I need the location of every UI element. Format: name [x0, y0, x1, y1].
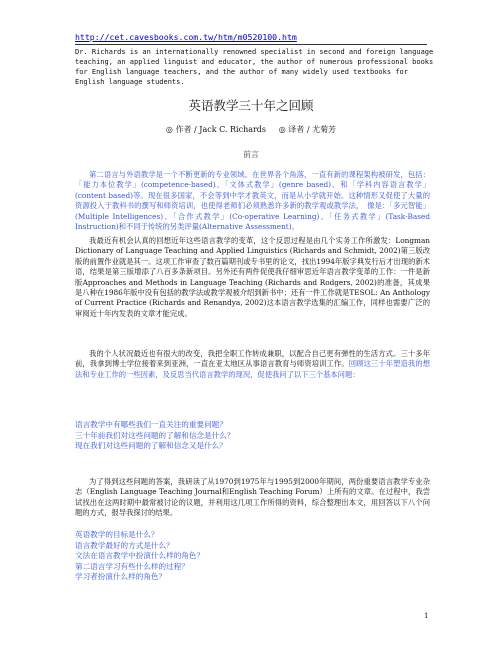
list-item: 三十年前我们对这些问题的了解和信念是什么？ [75, 430, 235, 440]
author-bio: Dr. Richards is an internationally renowned specialist in second and foreign language teaching, an applied linguist and educator, the author of numerous professional books for English language teachers, and the author of many widely used textbooks for English language students. [75, 48, 434, 86]
page-number: 1 [424, 612, 429, 620]
source-url-link[interactable]: http://cet.cavesbooks.com.tw/htm/m0520100.htm [75, 32, 297, 42]
paragraph-1: 第二语言与外语教学是一个不断更新的专业领域。在世界各个角落，一直有新的课程架构被研发，包括：「能力本位教学」(competence-based)、「文体式教学」(genre based)、和「学科内容语言教学」(content based)等。现在很多国家，不会等到中学才教英文，而是从小学就开始。这种情形又促使了大量的资源投入于教科书的撰写和师资培训，也使得老师们必须熟悉许多新的教学观或教学法， 像是：「多元智能」(Multiple Intelligences)、「合作式教学」(Co-operative Learning)、「任务式教学」(Task-Based Instruction)和不同于传统的另类评量(Alternative Assessment)。 [75, 170, 430, 232]
paragraph-3 [75, 349, 430, 380]
article-title: 英语教学三十年之回顾 [188, 98, 314, 113]
bullseye-icon: ◎ [165, 125, 173, 134]
paragraph-3-part-b: 回顾这三十年塑造我的想法和专业工作的一些因素，及反思当代语言教学的现况，促使我问了以下三个基本问题： [75, 359, 431, 379]
paragraph-3-part-a: 我的个人状况最近也有很大的改变，我把全职工作转成兼职，以配合自己更有弹性的生活方式。三十多年前，我拿到博士学位接着来到亚洲，一直在亚太地区从事语言教育与师资培训工作。 [75, 349, 430, 369]
question-list-2 [75, 530, 430, 583]
list-item: 文法在语言教学中扮演什么样的角色？ [75, 551, 205, 561]
byline [0, 124, 502, 135]
author-name: 作者 / Jack C. Richards [175, 125, 267, 134]
list-item: 第二语言学习有些什么样的过程？ [75, 561, 189, 571]
list-item: 语言教学中有哪些我们一直关注的重要问题？ [75, 420, 227, 429]
question-list-1 [75, 420, 430, 452]
list-item: 英语教学的目标是什么？ [75, 530, 159, 539]
header-divider [75, 44, 427, 45]
paragraph-4: 为了得到这些问题的答案，我研读了从1970到1975年与1995到2000年期间，两份重要语言教学专业杂志（English Language Teaching Journal和English Teaching Forum）上所有的文章。在过程中，我尝试找出在这两时期中最常被讨论的议题，并利用这几项工作所得的资料，综合整理出本文，用回答以下八个问题的方式，报导我探讨的结果。 [75, 477, 430, 518]
bullseye-icon: ◎ [278, 125, 286, 134]
list-item: 语言教学最好的方式是什么？ [75, 540, 174, 550]
list-item: 学习者扮演什么样的角色？ [75, 572, 167, 582]
paragraph-2: 我最近有机会认真的回想近年这些语言教学的变革，这个反思过程是由几个实务工作所激发：Longman Dictionary of Language Teaching and Applied Linguistics (Richards and Schmidt, 2002)第三版改版的前置作业就是其一。这项工作审查了数百篇期刊或专书里的论文，找出1994年版字典发行后才出现的新术语，结果是第三版增添了八百多条新项目。另外还有两件促使我仔细审思近年语言教学变革的工作：一件是新版Approaches and Methods in Language Teaching (Richards and Rodgers, 2002)的准备，其成果是八种在1986年版中没有包括的教学法或教学观被介绍到新书中；还有一件工作就是TESOL: An Anthology of Current Practice (Richards and Renandya, 2002)这本语言教学选集的汇编工作，同样也需要广泛的审阅近十年内发表的文章才能完成。 [75, 236, 430, 318]
translator-name: 译者 / 尤菊芳 [288, 125, 337, 134]
list-item: 现在我们对这些问题的了解和信念又是什么？ [75, 441, 227, 451]
section-heading-preface: 前言 [243, 150, 259, 159]
